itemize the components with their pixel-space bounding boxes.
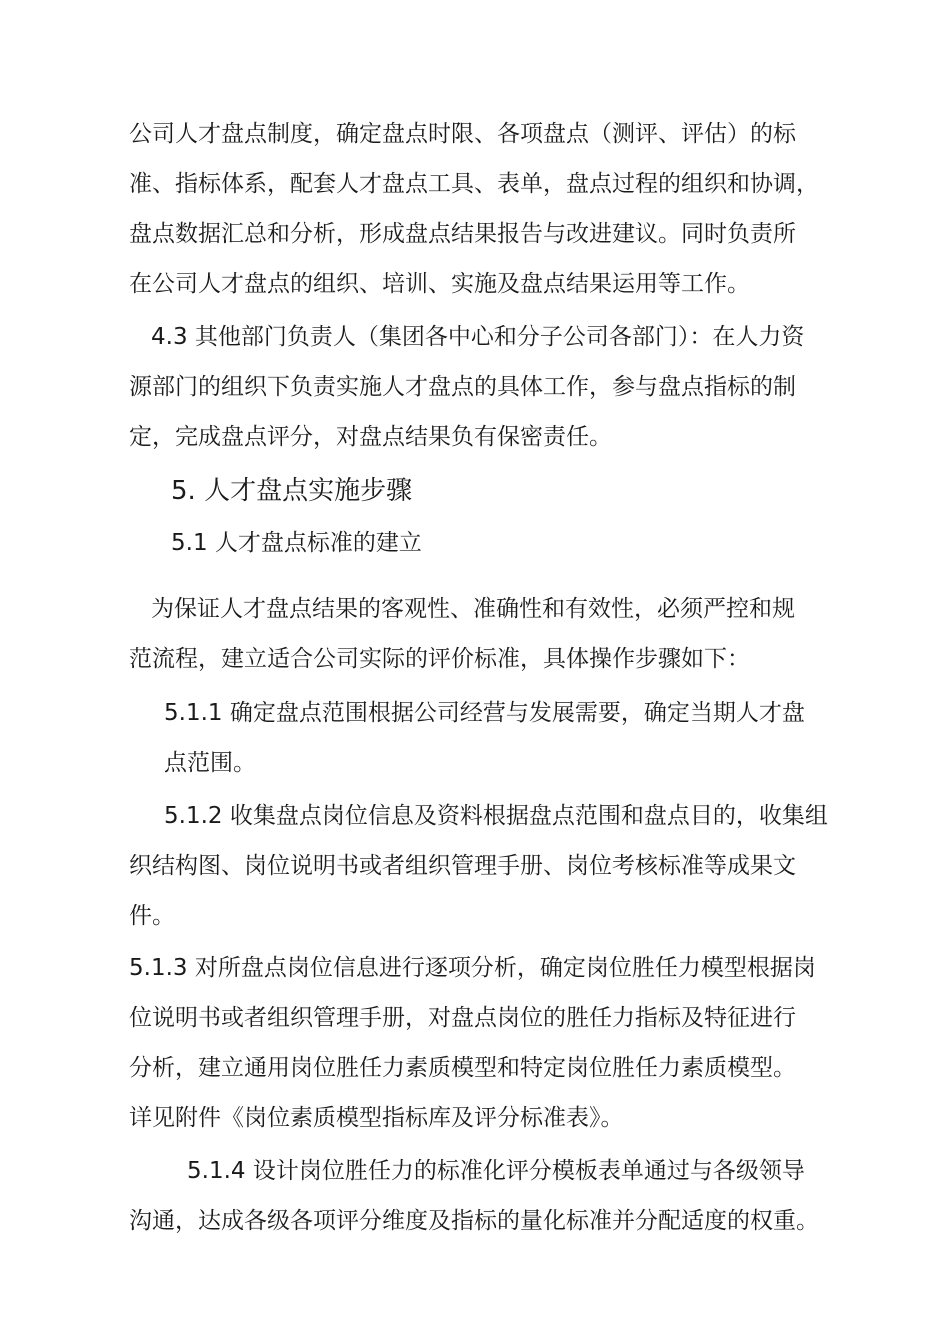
text-line: 详见附件《岗位素质模型指标库及评分标准表》。 (129, 1105, 624, 1131)
text-line: 5.1.2 收集盘点岗位信息及资料根据盘点范围和盘点目的，收集组 (164, 803, 828, 829)
paragraph-5-1-intro (129, 584, 795, 684)
paragraph-5-1-4 (129, 1146, 819, 1246)
text-line: 5.1.3 对所盘点岗位信息进行逐项分析，确定岗位胜任力模型根据岗 (129, 955, 816, 981)
text-line: 分析，建立通用岗位胜任力素质模型和特定岗位胜任力素质模型。 (129, 1055, 796, 1081)
text-line: 4.3 其他部门负责人（集团各中心和分子公司各部门）：在人力资 (151, 324, 805, 350)
text-line: 为保证人才盘点结果的客观性、准确性和有效性，必须严控和规 (151, 596, 795, 622)
text-line: 沟通，达成各级各项评分维度及指标的量化标准并分配适度的权重。 (129, 1208, 819, 1234)
text-line: 盘点数据汇总和分析，形成盘点结果报告与改进建议。同时负责所 (129, 221, 796, 247)
text-line: 5.1.4 设计岗位胜任力的标准化评分模板表单通过与各级领导 (187, 1158, 805, 1184)
text-line: 点范围。 (164, 750, 256, 776)
paragraph-5-1-3 (129, 943, 816, 1143)
text-line: 准、指标体系，配套人才盘点工具、表单，盘点过程的组织和协调， (129, 171, 819, 197)
text-line: 件。 (129, 903, 175, 929)
text-line: 位说明书或者组织管理手册，对盘点岗位的胜任力指标及特征进行 (129, 1005, 796, 1031)
paragraph-5-1-2 (129, 791, 828, 941)
text-line: 公司人才盘点制度，确定盘点时限、各项盘点（测评、评估）的标 (129, 121, 796, 147)
section-heading-5: 5. 人才盘点实施步骤 (171, 476, 413, 506)
text-line: 5.1.1 确定盘点范围根据公司经营与发展需要，确定当期人才盘 (164, 700, 805, 726)
text-line: 在公司人才盘点的组织、培训、实施及盘点结果运用等工作。 (129, 271, 750, 297)
section-heading-5-1: 5.1 人才盘点标准的建立 (171, 530, 422, 556)
paragraph-4-3 (129, 312, 804, 462)
text-line: 范流程，建立适合公司实际的评价标准，具体操作步骤如下： (129, 646, 750, 672)
text-line: 织结构图、岗位说明书或者组织管理手册、岗位考核标准等成果文 (129, 853, 796, 879)
text-line: 源部门的组织下负责实施人才盘点的具体工作，参与盘点指标的制 (129, 374, 796, 400)
text-line: 定，完成盘点评分，对盘点结果负有保密责任。 (129, 424, 612, 450)
paragraph-hr-responsibility (129, 109, 819, 309)
paragraph-5-1-1 (164, 688, 805, 788)
